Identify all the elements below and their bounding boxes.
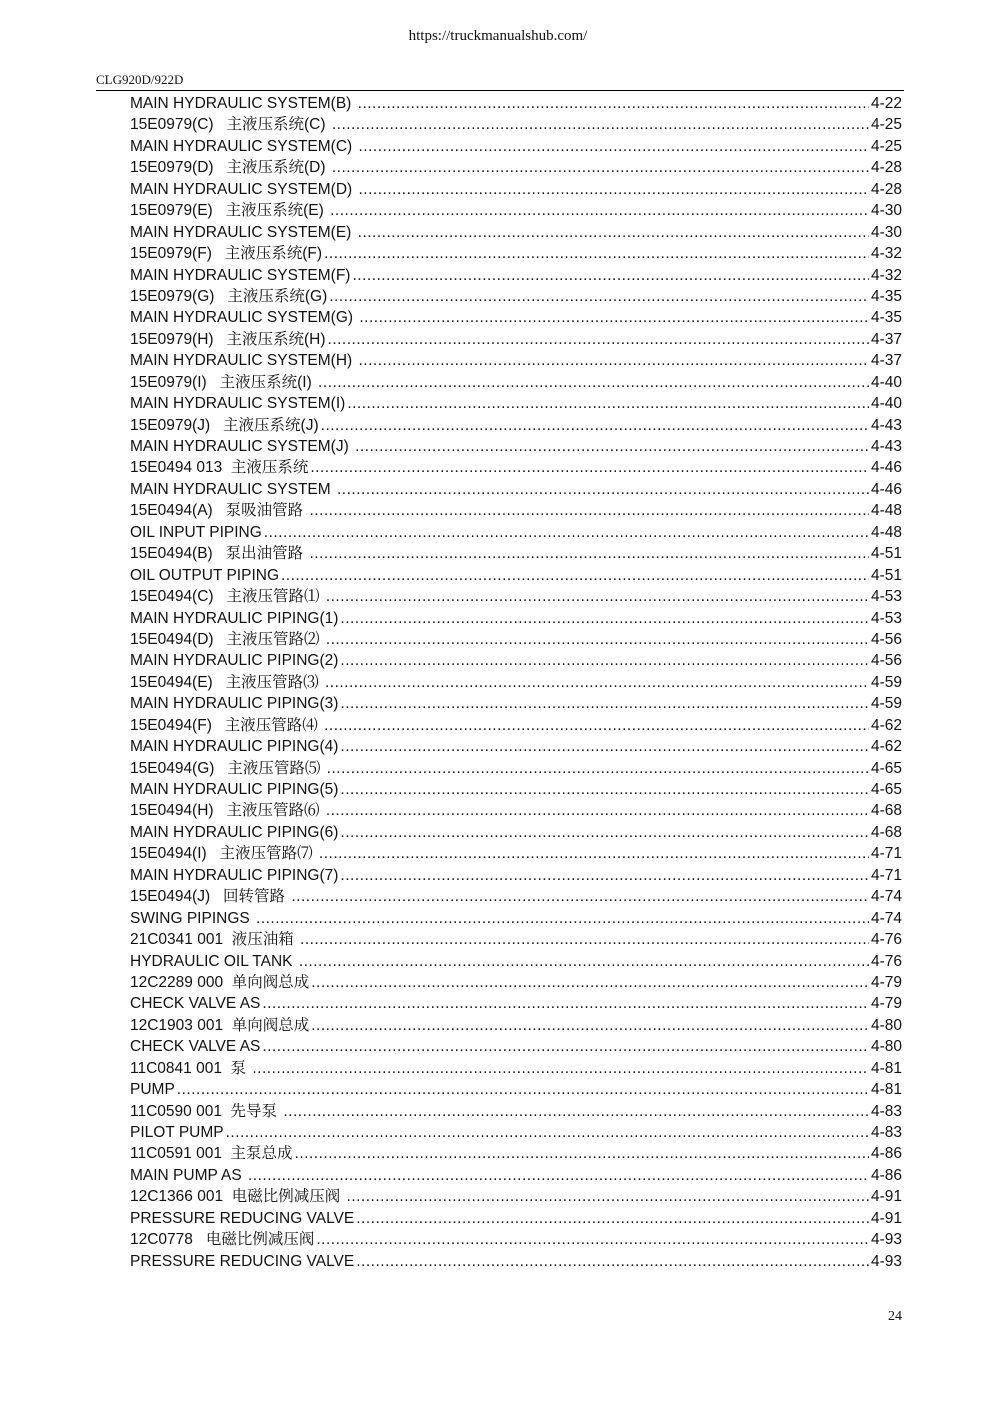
- toc-dot-leader: [359, 179, 869, 200]
- toc-entry-page: 4-53: [870, 588, 902, 606]
- toc-entry: [130, 629, 902, 650]
- toc-dot-leader: [226, 1122, 869, 1143]
- toc-dot-leader: [332, 114, 869, 135]
- toc-entry: [130, 693, 902, 714]
- toc-entry: [130, 393, 902, 414]
- toc-entry: [130, 736, 902, 757]
- toc-entry-title: 11C0590 001 先导泵: [130, 1102, 282, 1120]
- toc-dot-leader: [359, 350, 869, 371]
- toc-entry-page: 4-28: [870, 159, 902, 177]
- toc-dot-leader: [311, 1015, 869, 1036]
- toc-entry-page: 4-83: [870, 1124, 902, 1141]
- toc-entry: [130, 1079, 902, 1100]
- toc-entry-title: MAIN HYDRAULIC PIPING(7): [130, 866, 339, 884]
- toc-entry: [130, 415, 902, 436]
- toc-dot-leader: [324, 243, 869, 264]
- toc-entry: [130, 114, 902, 135]
- toc-entry-title: MAIN HYDRAULIC SYSTEM(B): [130, 95, 356, 112]
- toc-entry-title: PRESSURE REDUCING VALVE: [130, 1252, 355, 1270]
- toc-entry: [130, 329, 902, 350]
- toc-entry-page: 4-48: [870, 523, 902, 541]
- page-number: 24: [888, 1309, 902, 1324]
- toc-entry-title: 15E0979(D) 主液压系统(D): [130, 159, 330, 177]
- toc-entry-title: 15E0494(D) 主液压管路⑵: [130, 630, 324, 648]
- toc-dot-leader: [332, 157, 869, 178]
- toc-entry-title: MAIN HYDRAULIC PIPING(2): [130, 652, 339, 670]
- toc-entry-title: 15E0494(E) 主液压管路⑶: [130, 673, 323, 691]
- toc-entry: [130, 586, 902, 607]
- toc-entry-page: 4-30: [870, 223, 902, 241]
- toc-entry-title: CHECK VALVE AS: [130, 1038, 261, 1056]
- toc-entry-page: 4-46: [870, 480, 902, 498]
- toc-dot-leader: [337, 479, 869, 500]
- toc-entry-title: MAIN HYDRAULIC PIPING(3): [130, 695, 339, 713]
- toc-entry-page: 4-59: [870, 695, 902, 713]
- toc-entry-page: 4-62: [870, 716, 902, 734]
- toc-entry-page: 4-62: [870, 738, 902, 756]
- toc-entry-page: 4-81: [870, 1081, 902, 1099]
- toc-entry-title: PRESSURE REDUCING VALVE: [130, 1209, 355, 1227]
- toc-entry-page: 4-79: [870, 995, 902, 1013]
- toc-entry-page: 4-68: [870, 823, 902, 841]
- toc-entry: [130, 929, 902, 950]
- toc-entry: [130, 436, 902, 457]
- toc-dot-leader: [358, 222, 869, 243]
- toc-entry-title: 21C0341 001 液压油箱: [130, 931, 299, 949]
- toc-entry: [130, 179, 902, 200]
- toc-dot-leader: [300, 929, 869, 950]
- toc-entry-page: 4-65: [870, 759, 902, 777]
- toc-entry-page: 4-80: [870, 1016, 902, 1034]
- toc-entry-page: 4-65: [870, 781, 902, 798]
- toc-entry-title: CHECK VALVE AS: [130, 995, 261, 1013]
- toc-entry: [130, 672, 902, 693]
- toc-entry: [130, 136, 902, 157]
- toc-entry-title: MAIN HYDRAULIC SYSTEM(C): [130, 137, 357, 155]
- toc-entry: [130, 500, 902, 521]
- toc-entry: [130, 243, 902, 264]
- toc-entry-page: 4-86: [870, 1166, 902, 1184]
- toc-entry-page: 4-76: [870, 931, 902, 949]
- toc-entry: [130, 307, 902, 328]
- toc-dot-leader: [326, 800, 869, 821]
- toc-dot-leader: [262, 1036, 869, 1057]
- toc-entry: [130, 1101, 902, 1122]
- toc-entry: [130, 886, 902, 907]
- toc-dot-leader: [330, 200, 869, 221]
- toc-dot-leader: [340, 736, 869, 757]
- toc-entry-page: 4-93: [870, 1252, 902, 1270]
- toc-entry: [130, 1229, 902, 1250]
- toc-entry: [130, 865, 902, 886]
- toc-entry: [130, 543, 902, 564]
- toc-entry: [130, 908, 902, 929]
- toc-entry-page: 4-43: [870, 416, 902, 434]
- toc-entry: [130, 350, 902, 371]
- toc-dot-leader: [310, 457, 869, 478]
- toc-entry-title: MAIN HYDRAULIC SYSTEM(I): [130, 395, 346, 413]
- toc-entry-title: MAIN PUMP AS: [130, 1166, 246, 1184]
- toc-dot-leader: [319, 843, 869, 864]
- toc-entry: [130, 650, 902, 671]
- toc-entry: [130, 1143, 902, 1164]
- toc-dot-leader: [355, 436, 869, 457]
- toc-entry-title: 15E0494(B) 泵出油管路: [130, 545, 308, 563]
- source-url: https://truckmanualshub.com/: [408, 28, 588, 44]
- toc-entry-title: 15E0494(J) 回转管路: [130, 888, 290, 906]
- toc-entry-title: SWING PIPINGS: [130, 909, 255, 927]
- toc-dot-leader: [324, 715, 869, 736]
- toc-entry-title: MAIN HYDRAULIC PIPING(1): [130, 609, 339, 627]
- toc-entry-page: 4-68: [870, 802, 902, 820]
- toc-entry: [130, 1122, 902, 1143]
- toc-entry-page: 4-81: [870, 1059, 902, 1077]
- toc-dot-leader: [327, 758, 869, 779]
- toc-dot-leader: [177, 1079, 869, 1100]
- toc-entry-title: MAIN HYDRAULIC SYSTEM(G): [130, 309, 358, 327]
- toc-entry: [130, 200, 902, 221]
- toc-entry-page: 4-80: [870, 1038, 902, 1056]
- toc-entry: [130, 951, 902, 972]
- toc-entry-title: 15E0494(A) 泵吸油管路: [130, 502, 308, 520]
- toc-entry-title: 11C0591 001 主泵总成: [130, 1145, 293, 1163]
- toc-entry-page: 4-35: [870, 309, 902, 327]
- toc-dot-leader: [316, 1229, 869, 1250]
- toc-entry-title: 15E0494(F) 主液压管路⑷: [130, 716, 323, 734]
- toc-entry-page: 4-56: [870, 652, 902, 670]
- toc-entry: [130, 972, 902, 993]
- toc-entry-page: 4-91: [870, 1188, 902, 1206]
- toc-entry-page: 4-40: [870, 395, 902, 413]
- toc-entry: [130, 522, 902, 543]
- toc-entry-title: HYDRAULIC OIL TANK: [130, 952, 297, 970]
- toc-dot-leader: [340, 779, 869, 800]
- toc-dot-leader: [340, 865, 869, 886]
- toc-entry-title: MAIN HYDRAULIC SYSTEM: [130, 480, 335, 498]
- toc-entry-page: 4-25: [870, 116, 902, 134]
- toc-entry: [130, 1058, 902, 1079]
- toc-entry-title: OIL INPUT PIPING: [130, 523, 262, 541]
- toc-dot-leader: [256, 908, 869, 929]
- toc-entry-title: 12C2289 000 单向阀总成: [130, 973, 310, 991]
- toc-entry: [130, 372, 902, 393]
- toc-entry-page: 4-48: [870, 502, 902, 520]
- toc-dot-leader: [358, 93, 869, 114]
- toc-dot-leader: [318, 372, 869, 393]
- toc-entry-title: MAIN HYDRAULIC SYSTEM(E): [130, 223, 356, 241]
- table-of-contents: [130, 93, 902, 1272]
- toc-entry-title: PUMP: [130, 1081, 175, 1099]
- toc-dot-leader: [326, 629, 869, 650]
- toc-dot-leader: [291, 886, 869, 907]
- toc-dot-leader: [356, 1208, 869, 1229]
- toc-dot-leader: [328, 329, 869, 350]
- toc-entry-title: MAIN HYDRAULIC SYSTEM(J): [130, 438, 354, 455]
- toc-dot-leader: [347, 393, 869, 414]
- toc-entry: [130, 1015, 902, 1036]
- toc-entry-page: 4-76: [870, 952, 902, 970]
- toc-entry: [130, 222, 902, 243]
- toc-entry-title: 15E0979(I) 主液压系统(I): [130, 373, 317, 391]
- toc-entry: [130, 822, 902, 843]
- toc-entry-title: 15E0979(E) 主液压系统(E): [130, 202, 329, 220]
- toc-dot-leader: [295, 1143, 869, 1164]
- toc-entry: [130, 1165, 902, 1186]
- toc-entry: [130, 993, 902, 1014]
- toc-entry: [130, 800, 902, 821]
- toc-entry-page: 4-93: [870, 1231, 902, 1249]
- toc-entry-page: 4-79: [870, 973, 902, 991]
- toc-entry: [130, 1036, 902, 1057]
- toc-entry-title: 15E0979(H) 主液压系统(H): [130, 330, 326, 348]
- toc-entry-page: 4-30: [870, 202, 902, 220]
- toc-entry-title: 15E0494(C) 主液压管路⑴: [130, 588, 324, 606]
- toc-dot-leader: [329, 286, 869, 307]
- toc-entry-title: MAIN HYDRAULIC SYSTEM(F): [130, 266, 351, 284]
- toc-dot-leader: [359, 307, 869, 328]
- toc-entry-title: 12C1366 001 电磁比例减压阀: [130, 1188, 345, 1206]
- toc-dot-leader: [262, 993, 869, 1014]
- toc-entry-page: 4-43: [870, 438, 902, 455]
- toc-entry-page: 4-51: [870, 545, 902, 563]
- toc-entry-title: 15E0494 013 主液压系统: [130, 459, 309, 477]
- toc-entry-title: MAIN HYDRAULIC PIPING(4): [130, 738, 339, 756]
- toc-entry: [130, 286, 902, 307]
- toc-dot-leader: [321, 415, 869, 436]
- toc-entry: [130, 843, 902, 864]
- toc-entry-page: 4-74: [870, 909, 902, 927]
- toc-entry-page: 4-46: [870, 459, 902, 477]
- toc-dot-leader: [340, 608, 869, 629]
- toc-entry-title: 12C0778 电磁比例减压阀: [130, 1231, 315, 1249]
- toc-dot-leader: [248, 1165, 869, 1186]
- toc-dot-leader: [356, 1251, 869, 1272]
- document-model-header: CLG920D/922D: [96, 72, 184, 87]
- toc-dot-leader: [309, 543, 869, 564]
- toc-dot-leader: [309, 500, 869, 521]
- toc-entry-page: 4-35: [870, 287, 902, 305]
- toc-entry: [130, 565, 902, 586]
- toc-dot-leader: [340, 693, 869, 714]
- toc-entry-page: 4-37: [870, 330, 902, 348]
- toc-entry-page: 4-74: [870, 888, 902, 906]
- toc-entry: [130, 758, 902, 779]
- toc-entry: [130, 715, 902, 736]
- toc-entry-page: 4-51: [870, 566, 902, 584]
- toc-dot-leader: [252, 1058, 869, 1079]
- toc-entry-title: 11C0841 001 泵: [130, 1059, 251, 1077]
- toc-entry: [130, 1208, 902, 1229]
- toc-dot-leader: [311, 972, 869, 993]
- toc-dot-leader: [359, 136, 869, 157]
- toc-entry: [130, 1186, 902, 1207]
- toc-entry-title: 15E0979(J) 主液压系统(J): [130, 416, 319, 434]
- toc-entry-page: 4-22: [870, 95, 902, 112]
- toc-dot-leader: [281, 565, 869, 586]
- toc-entry-title: 15E0494(H) 主液压管路⑹: [130, 802, 324, 820]
- toc-dot-leader: [299, 951, 869, 972]
- toc-dot-leader: [325, 672, 869, 693]
- header-rule: [96, 90, 904, 91]
- toc-dot-leader: [347, 1186, 869, 1207]
- toc-dot-leader: [283, 1101, 869, 1122]
- toc-entry-title: MAIN HYDRAULIC PIPING(5): [130, 781, 339, 798]
- toc-entry-page: 4-86: [870, 1145, 902, 1163]
- toc-entry: [130, 479, 902, 500]
- toc-entry-page: 4-25: [870, 137, 902, 155]
- toc-entry: [130, 608, 902, 629]
- toc-entry-title: 15E0494(I) 主液压管路⑺: [130, 845, 317, 863]
- toc-entry-page: 4-32: [870, 245, 902, 263]
- toc-entry-page: 4-37: [870, 352, 902, 370]
- toc-dot-leader: [352, 265, 869, 286]
- toc-dot-leader: [326, 586, 869, 607]
- toc-entry: [130, 93, 902, 114]
- toc-entry: [130, 265, 902, 286]
- toc-entry-page: 4-53: [870, 609, 902, 627]
- toc-entry-title: OIL OUTPUT PIPING: [130, 566, 279, 584]
- toc-entry-page: 4-71: [870, 866, 902, 884]
- toc-entry-page: 4-83: [870, 1102, 902, 1120]
- toc-entry: [130, 1251, 902, 1272]
- toc-entry-page: 4-32: [870, 266, 902, 284]
- toc-entry-title: MAIN HYDRAULIC PIPING(6): [130, 823, 339, 841]
- toc-entry-page: 4-71: [870, 845, 902, 863]
- toc-entry-title: MAIN HYDRAULIC SYSTEM(D): [130, 180, 357, 198]
- toc-entry-page: 4-40: [870, 373, 902, 391]
- toc-dot-leader: [264, 522, 869, 543]
- toc-dot-leader: [340, 650, 869, 671]
- toc-entry-title: PILOT PUMP: [130, 1124, 224, 1141]
- toc-entry-title: 15E0979(C) 主液压系统(C): [130, 116, 330, 134]
- toc-entry-title: 15E0494(G) 主液压管路⑸: [130, 759, 325, 777]
- toc-entry-title: 15E0979(G) 主液压系统(G): [130, 287, 328, 305]
- toc-entry-page: 4-56: [870, 630, 902, 648]
- toc-dot-leader: [340, 822, 869, 843]
- toc-entry: [130, 779, 902, 800]
- toc-entry: [130, 157, 902, 178]
- toc-entry-page: 4-59: [870, 673, 902, 691]
- toc-entry-page: 4-91: [870, 1209, 902, 1227]
- toc-entry-title: 12C1903 001 单向阀总成: [130, 1016, 310, 1034]
- toc-entry: [130, 457, 902, 478]
- toc-entry-title: MAIN HYDRAULIC SYSTEM(H): [130, 352, 357, 370]
- toc-entry-page: 4-28: [870, 180, 902, 198]
- toc-entry-title: 15E0979(F) 主液压系统(F): [130, 245, 323, 263]
